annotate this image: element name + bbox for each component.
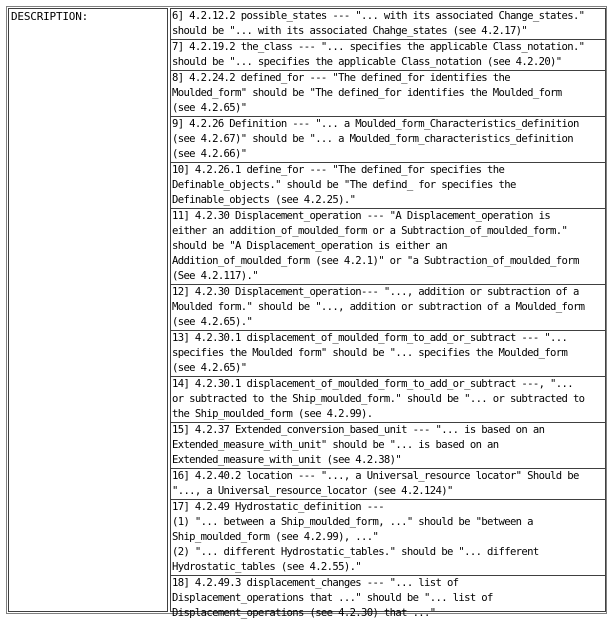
description-label: DESCRIPTION:: [8, 8, 168, 612]
entry-line: (see 4.2.67)" should be "... a Moulded_form_characteristics_definition: [172, 133, 573, 145]
entry-line: Moulded_form" should be "The defined_for identifies the Moulded_form: [172, 87, 562, 99]
entry-line: 8] 4.2.24.2 defined_for --- "The defined_for identifies the: [172, 72, 510, 84]
entry-line: (see 4.2.65)": [172, 102, 247, 114]
entry-line: (see 4.2.65)": [172, 362, 247, 374]
entry-line: Displacement_operations that ..." should be "... list of: [172, 592, 493, 604]
description-entry: [171, 469, 605, 500]
entry-line: specifies the Moulded form" should be "... specifies the Moulded_form: [172, 347, 568, 359]
entry-line: should be "A Displacement_operation is either an: [172, 240, 447, 252]
entry-line: should be "... with its associated Chahge_states (see 4.2.17)": [172, 25, 528, 37]
entry-line: 12] 4.2.30 Displacement_operation--- "..., addition or subtraction of a: [172, 286, 579, 298]
entry-line: Displacement_operations (see 4.2.30) that ...": [172, 607, 436, 619]
entry-line: Extended_measure_with_unit (see 4.2.38)": [172, 454, 402, 466]
description-entry: [171, 117, 605, 163]
entry-line: Ship_moulded_form (see 4.2.99), ...": [172, 531, 379, 543]
description-entry: [171, 209, 605, 285]
entry-line: (1) "... between a Ship_moulded_form, ..." should be "between a: [172, 516, 533, 528]
description-entry: [171, 9, 605, 40]
entry-line: should be "... specifies the applicable Class_notation (see 4.2.20)": [172, 56, 562, 68]
entry-line: 11] 4.2.30 Displacement_operation --- "A Displacement_operation is: [172, 210, 551, 222]
description-entry: [171, 71, 605, 117]
description-table: [6, 6, 607, 619]
entry-line: Extended_measure_with_unit" should be "... is based on an: [172, 439, 499, 451]
description-entry: [171, 40, 605, 71]
description-entry: [171, 377, 605, 423]
entry-line: 14] 4.2.30.1 displacement_of_moulded_form_to_add_or_subtract ---, "...: [172, 378, 573, 390]
entry-line: either an addition_of_moulded_form or a Subtraction_of_moulded_form.": [172, 225, 568, 237]
description-content: [170, 8, 606, 619]
entry-line: 9] 4.2.26 Definition --- "... a Moulded_form_Characteristics_definition: [172, 118, 579, 130]
entry-line: Addition_of_moulded_form (see 4.2.1)" or "a Subtraction_of_moulded_form: [172, 255, 579, 267]
entry-line: the Ship_moulded_form (see 4.2.99).: [172, 408, 373, 420]
entry-line: 16] 4.2.40.2 location --- "..., a Universal_resource locator" Should be: [172, 470, 579, 482]
entry-line: (see 4.2.65).": [172, 316, 253, 328]
description-entry: [171, 423, 605, 469]
entry-line: 15] 4.2.37 Extended_conversion_based_unit --- "... is based on an: [172, 424, 545, 436]
description-entry: [171, 285, 605, 331]
description-entry: [171, 331, 605, 377]
entry-line: 13] 4.2.30.1 displacement_of_moulded_form_to_add_or_subtract --- "...: [172, 332, 568, 344]
entry-line: 17] 4.2.49 Hydrostatic_definition ---: [172, 501, 384, 513]
description-entry: [171, 500, 605, 576]
entry-line: (2) "... different Hydrostatic_tables." should be "... different: [172, 546, 539, 558]
description-entry: [171, 576, 605, 621]
entry-line: Moulded form." should be "..., addition or subtraction of a Moulded_form: [172, 301, 585, 313]
entry-line: or subtracted to the Ship_moulded_form." should be "... or subtracted to: [172, 393, 585, 405]
description-entry: [171, 163, 605, 209]
entry-line: 10] 4.2.26.1 define_for --- "The defined_for specifies the: [172, 164, 505, 176]
entry-line: (see 4.2.66)": [172, 148, 247, 160]
entry-line: 6] 4.2.12.2 possible_states --- "... with its associated Change_states.": [172, 10, 585, 22]
entry-line: (See 4.2.117).": [172, 270, 258, 282]
entry-line: Definable_objects (see 4.2.25).": [172, 194, 356, 206]
entry-line: 18] 4.2.49.3 displacement_changes --- "... list of: [172, 577, 459, 589]
entry-line: "..., a Universal_resource_locator (see 4.2.124)": [172, 485, 453, 497]
entry-line: 7] 4.2.19.2 the_class --- "... specifies the applicable Class_notation.": [172, 41, 585, 53]
entry-line: Hydrostatic_tables (see 4.2.55).": [172, 561, 362, 573]
entry-line: Definable_objects." should be "The defind_ for specifies the: [172, 179, 516, 191]
